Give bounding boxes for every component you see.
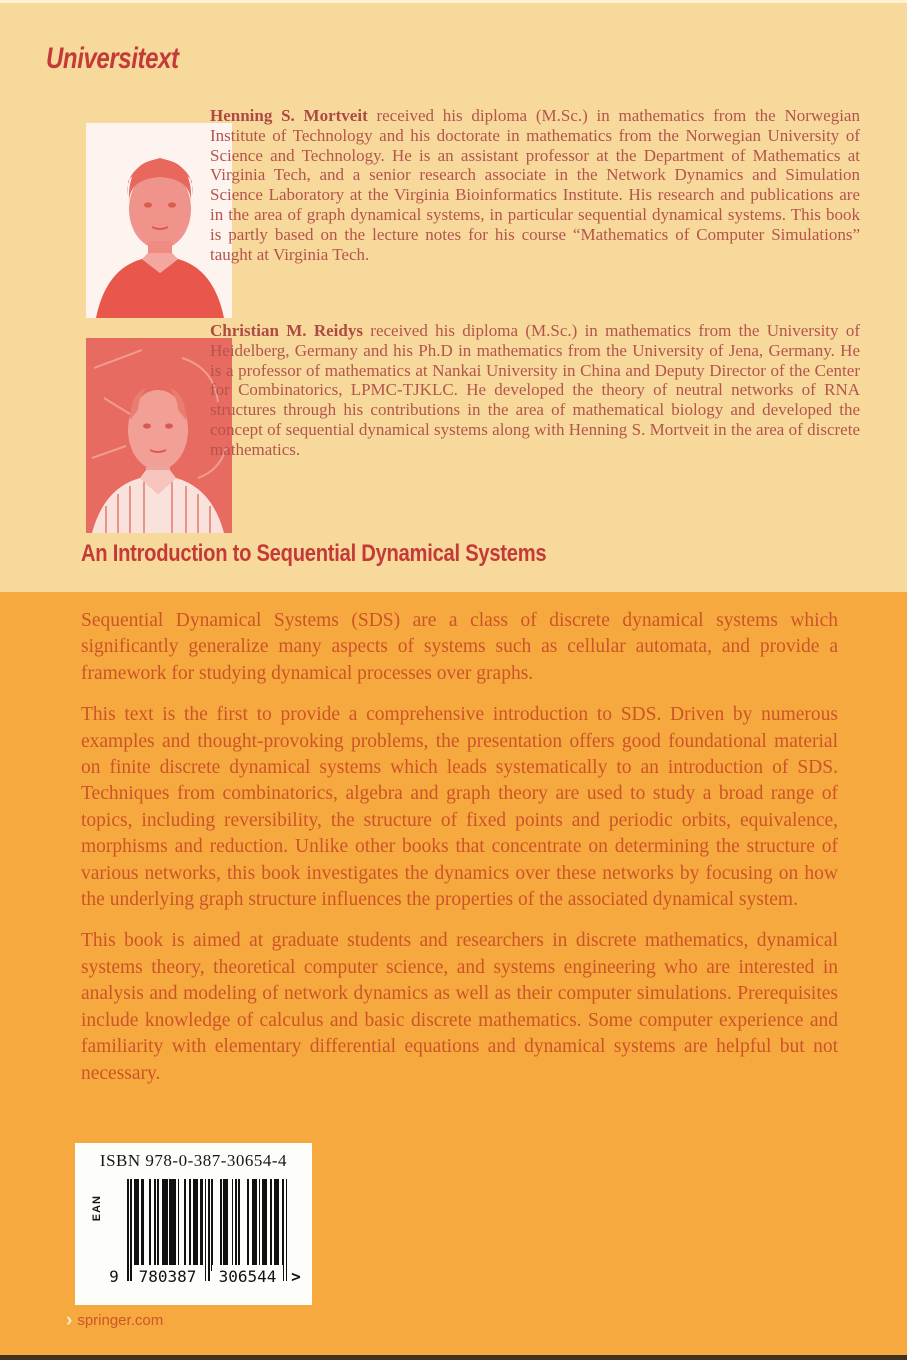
publisher-url: springer.com: [77, 1312, 164, 1329]
barcode-digit-system: 9: [107, 1265, 121, 1287]
barcode-digits-right: 306544: [212, 1265, 283, 1287]
book-title: An Introduction to Sequential Dynamical Systems: [81, 540, 547, 567]
publisher-footer: [66, 1312, 163, 1329]
barcode-digits-left: 780387: [132, 1265, 203, 1287]
isbn-number: ISBN 978-0-387-30654-4: [99, 1151, 288, 1170]
author-name: Christian M. Reidys: [210, 321, 363, 340]
author-bio-text: received his diploma (M.Sc.) in mathematics from the Norwegian Institute of Technology and his doctorate in mathematics from the Norwegian University of Science and Technology. He is an assistant professor at the Department of Mathematics at Virginia Tech, and a senior research associate in the Network Dynamics and Simulation Science Laboratory at the Virginia Bioinformatics Institute. His research and publications are in the area of graph dynamical systems, in particular sequential dynamical systems. This book is partly based on the lecture notes for his course “Mathematics of Computer Simulations” taught at Virginia Tech.: [210, 106, 860, 264]
synopsis-paragraph-1: Sequential Dynamical Systems (SDS) are a class of discrete dynamical systems which significantly generalize many aspects of systems such as cellular automata, and provide a framework for studying dynamical processes over graphs.: [81, 610, 838, 684]
series-title: Universitext: [46, 42, 179, 75]
author-bio-reidys: [210, 321, 860, 460]
page-bottom-edge: [0, 1355, 907, 1360]
barcode-quietzone-arrow: >: [291, 1266, 301, 1286]
synopsis-paragraph-2: This text is the first to provide a comprehensive introduction to SDS. Driven by numerous examples and thought-provoking problems, the presentation offers good foundational material on finite discrete dynamical systems which leads systematically to an introduction of SDS. Techniques from combinatorics, algebra and graph theory are used to study a broad range of topics, including reversibility, the structure of fixed points and periodic orbits, equivalence, morphisms and reduction. Unlike other books that concentrate on determining the structure of various networks, this book investigates the dynamics over these networks by focusing on how the underlying graph structure influences the properties of the associated dynamical system.: [81, 704, 838, 911]
page-top-edge: [0, 0, 907, 3]
synopsis-paragraph-3: This book is aimed at graduate students and researchers in discrete mathematics, dynamical systems theory, theoretical computer science, and systems engineering who are interested in analysis and modeling of network dynamics as well as their computer simulations. Prerequisites include knowledge of calculus and basic discrete mathematics. Some computer experience and familiarity with elementary differential equations and dynamical systems are helpful but not necessary.: [81, 930, 838, 1084]
author-bio-text: received his diploma (M.Sc.) in mathematics from the University of Heidelberg, Germany and his Ph.D in mathematics from the University of Jena, Germany. He is a professor of mathematics at Nankai University in China and Deputy Director of the Center for Combinatorics, LPMC-TJKLC. He developed the theory of neutral networks of RNA structures through his contributions in the area of mathematical biology and developed the concept of sequential dynamical systems along with Henning S. Mortveit in the area of discrete mathematics.: [210, 321, 860, 459]
isbn-barcode-panel: [75, 1143, 312, 1305]
chevron-icon: ›: [66, 1310, 73, 1331]
ean-label: EAN: [91, 1195, 103, 1222]
author-bio-mortveit: [210, 106, 860, 264]
author-name: Henning S. Mortveit: [210, 106, 368, 125]
